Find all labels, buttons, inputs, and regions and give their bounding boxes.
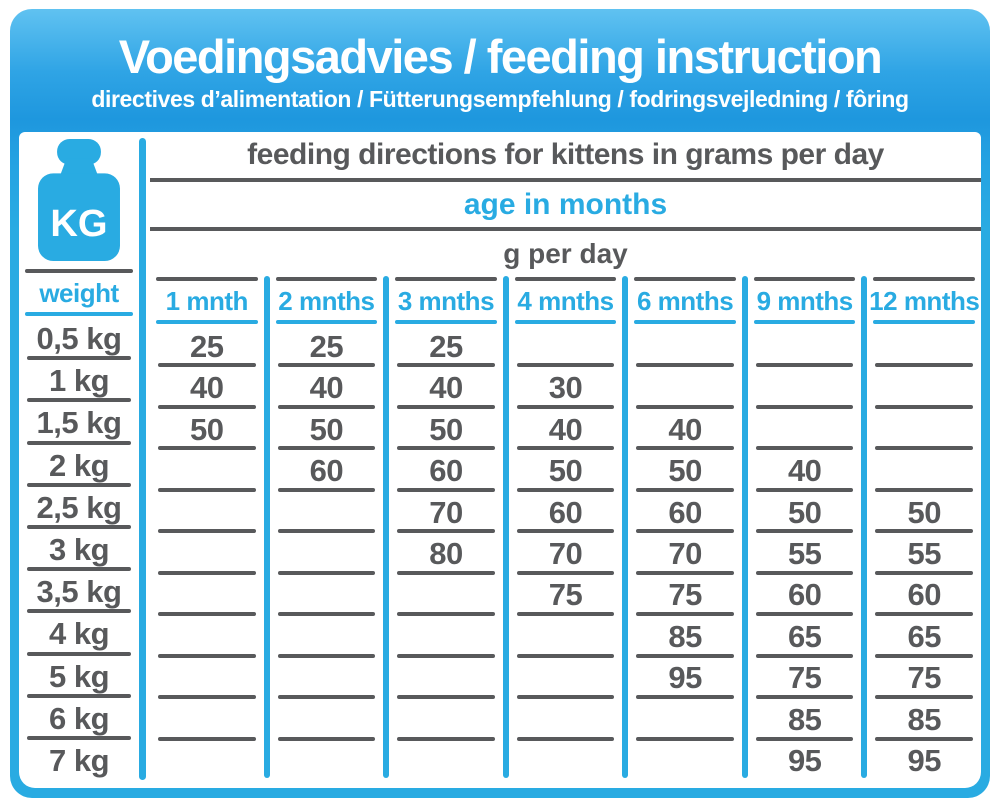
page-title: Voedingsadvies / feeding instruction bbox=[118, 30, 882, 84]
value-cell: 85 bbox=[867, 699, 981, 740]
value-cell: 75 bbox=[748, 658, 862, 699]
value-cell: 60 bbox=[270, 450, 384, 491]
g-per-day-label: g per day bbox=[503, 237, 628, 269]
value-cell: 50 bbox=[270, 409, 384, 450]
value-cell: 50 bbox=[748, 492, 862, 533]
kg-icon-label: KG bbox=[50, 202, 108, 246]
value-cell bbox=[150, 450, 264, 491]
value-cell: 85 bbox=[628, 616, 742, 657]
value-cell: 95 bbox=[628, 658, 742, 699]
value-cell bbox=[270, 492, 384, 533]
value-cell: 95 bbox=[907, 743, 941, 779]
value-cell bbox=[867, 367, 981, 408]
page-subtitle: directives d’alimentation / Fütterungsempfehlung / fodringsvejledning / fôring bbox=[91, 85, 909, 112]
feeding-instruction-card bbox=[10, 9, 990, 798]
age-column-header: 2 mnths bbox=[270, 276, 384, 326]
age-column-header: 9 mnths bbox=[748, 276, 862, 326]
value-cell bbox=[628, 699, 742, 740]
value-cell: 95 bbox=[787, 743, 822, 779]
value-cell: 50 bbox=[509, 450, 623, 491]
value-cell bbox=[270, 699, 384, 740]
age-column bbox=[389, 276, 503, 782]
age-column-header: 1 mnth bbox=[150, 276, 264, 326]
value-cell: 60 bbox=[628, 492, 742, 533]
value-cell: 25 bbox=[150, 326, 264, 367]
value-cell bbox=[270, 616, 384, 657]
value-cell bbox=[509, 699, 623, 740]
table-title: feeding directions for kittens in grams per day bbox=[150, 132, 981, 182]
age-column bbox=[867, 276, 981, 782]
kg-icon-box bbox=[19, 132, 139, 268]
weight-row-label: 3 kg bbox=[19, 529, 139, 571]
value-cell bbox=[270, 658, 384, 699]
value-cell bbox=[867, 450, 981, 491]
value-cell bbox=[270, 741, 384, 782]
value-cell: 40 bbox=[389, 367, 503, 408]
value-cell: 50 bbox=[628, 450, 742, 491]
value-cell: 40 bbox=[150, 367, 264, 408]
weight-row-label: 7 kg bbox=[48, 742, 110, 778]
value-cell bbox=[628, 367, 742, 408]
weight-row-label: 5 kg bbox=[19, 656, 139, 698]
value-cell: 60 bbox=[389, 450, 503, 491]
value-cell bbox=[150, 658, 264, 699]
value-cell: 70 bbox=[628, 533, 742, 574]
value-cell: 25 bbox=[389, 326, 503, 367]
value-cell bbox=[628, 326, 742, 367]
value-cell bbox=[389, 741, 503, 782]
weight-row-label: 1 kg bbox=[19, 360, 139, 402]
value-cell: 70 bbox=[389, 492, 503, 533]
value-cell bbox=[150, 533, 264, 574]
age-column bbox=[150, 276, 264, 782]
value-cell bbox=[748, 409, 862, 450]
age-table-area bbox=[150, 132, 981, 782]
value-cell: 60 bbox=[509, 492, 623, 533]
weight-row-label: 3,5 kg bbox=[19, 571, 139, 613]
value-cell bbox=[389, 575, 503, 616]
value-cell bbox=[867, 409, 981, 450]
value-cell: 40 bbox=[748, 450, 862, 491]
weight-row-label: 4 kg bbox=[19, 613, 139, 655]
age-columns bbox=[150, 276, 981, 782]
value-cell bbox=[150, 741, 264, 782]
value-cell: 65 bbox=[748, 616, 862, 657]
value-cell: 65 bbox=[867, 616, 981, 657]
age-column-header: 12 mnths bbox=[867, 276, 981, 326]
value-cell bbox=[748, 367, 862, 408]
age-column-header: 6 mnths bbox=[628, 276, 742, 326]
value-cell bbox=[509, 616, 623, 657]
value-cell: 30 bbox=[509, 367, 623, 408]
main-column-divider bbox=[139, 138, 146, 780]
weight-column bbox=[19, 132, 139, 782]
value-cell: 85 bbox=[748, 699, 862, 740]
weight-header: weight bbox=[19, 268, 139, 318]
value-cell: 75 bbox=[509, 575, 623, 616]
value-cell bbox=[509, 326, 623, 367]
value-cell: 55 bbox=[867, 533, 981, 574]
value-cell: 55 bbox=[748, 533, 862, 574]
value-cell: 50 bbox=[389, 409, 503, 450]
value-cell bbox=[509, 658, 623, 699]
value-cell bbox=[150, 575, 264, 616]
value-cell bbox=[628, 741, 742, 782]
age-in-months-label: age in months bbox=[150, 182, 981, 231]
value-cell: 40 bbox=[628, 409, 742, 450]
value-cell bbox=[270, 533, 384, 574]
age-column-header: 4 mnths bbox=[509, 276, 623, 326]
value-cell bbox=[509, 741, 623, 782]
value-cell bbox=[150, 616, 264, 657]
value-cell: 25 bbox=[270, 326, 384, 367]
value-cell bbox=[270, 575, 384, 616]
weight-row-label: 6 kg bbox=[19, 698, 139, 740]
value-cell bbox=[389, 699, 503, 740]
value-cell: 70 bbox=[509, 533, 623, 574]
value-cell: 75 bbox=[867, 658, 981, 699]
age-column bbox=[748, 276, 862, 782]
value-cell bbox=[867, 326, 981, 367]
value-cell: 80 bbox=[389, 533, 503, 574]
value-cell: 60 bbox=[867, 575, 981, 616]
weight-rows bbox=[19, 318, 139, 782]
header-banner bbox=[10, 9, 990, 132]
value-cell: 40 bbox=[509, 409, 623, 450]
value-cell bbox=[150, 699, 264, 740]
value-cell bbox=[389, 658, 503, 699]
value-cell: 50 bbox=[867, 492, 981, 533]
value-cell bbox=[389, 616, 503, 657]
value-cell: 60 bbox=[748, 575, 862, 616]
value-cell: 50 bbox=[150, 409, 264, 450]
value-cell: 40 bbox=[270, 367, 384, 408]
age-column bbox=[270, 276, 384, 782]
value-cell: 75 bbox=[628, 575, 742, 616]
weight-row-label: 0,5 kg bbox=[19, 318, 139, 360]
value-cell bbox=[150, 492, 264, 533]
value-cell bbox=[748, 326, 862, 367]
kg-weight-icon bbox=[31, 139, 127, 261]
weight-row-label: 2 kg bbox=[19, 445, 139, 487]
age-column bbox=[628, 276, 742, 782]
age-column-header: 3 mnths bbox=[389, 276, 503, 326]
weight-row-label: 1,5 kg bbox=[19, 402, 139, 444]
table-panel bbox=[19, 132, 981, 788]
weight-row-label: 2,5 kg bbox=[19, 487, 139, 529]
age-column bbox=[509, 276, 623, 782]
